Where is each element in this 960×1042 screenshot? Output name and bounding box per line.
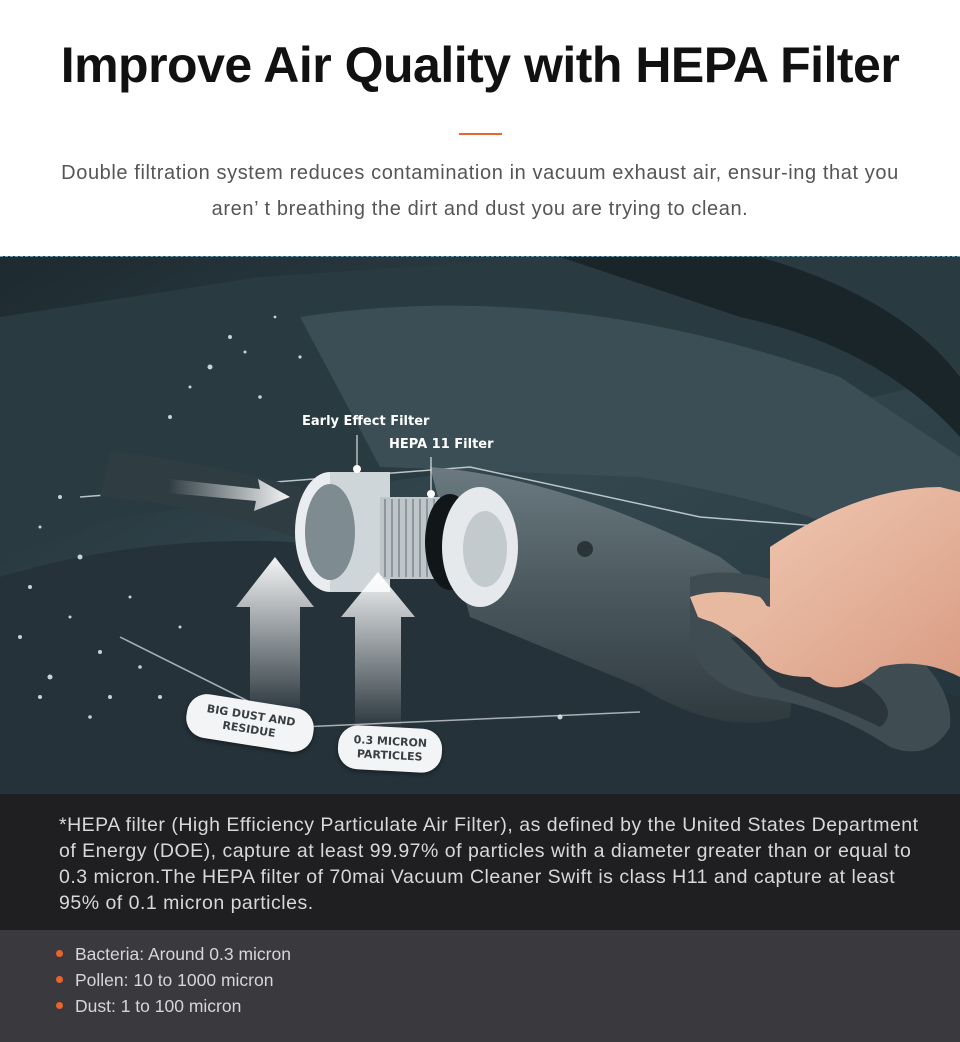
hepa-filter-label: HEPA 11 Filter xyxy=(389,437,494,452)
bullet-icon xyxy=(56,1002,63,1009)
page-subtitle: Double filtration system reduces contamination in vacuum exhaust air, ensur-ing that you aren’ t breathing the dirt and dust you are trying to clean. xyxy=(61,162,899,220)
list-item xyxy=(56,944,291,965)
fact-text: Pollen: 10 to 1000 micron xyxy=(75,970,274,990)
fact-text: Dust: 1 to 100 micron xyxy=(75,996,242,1016)
list-item xyxy=(56,996,241,1017)
hepa-definition-note xyxy=(0,794,960,930)
particle-size-list xyxy=(0,930,960,1042)
note-text: *HEPA filter (High Efficiency Particulate Air Filter), as defined by the United States Department of Energy (DOE), capture at least 99.97% of particles with a diameter greater than or equal to 0.3 micron.The HEPA filter of 70mai Vacuum Cleaner Swift is class H11 and capture at least 95% of 0.1 micron particles. xyxy=(59,814,919,914)
page-title: Improve Air Quality with HEPA Filter xyxy=(60,37,900,93)
vacuum-illustration xyxy=(0,257,960,794)
bullet-icon xyxy=(56,976,63,983)
early-effect-filter-label: Early Effect Filter xyxy=(302,414,430,429)
bullet-icon xyxy=(56,950,63,957)
big-dust-badge: BIG DUST AND RESIDUE xyxy=(183,691,316,754)
header-section xyxy=(0,0,960,256)
fact-text: Bacteria: Around 0.3 micron xyxy=(75,944,291,964)
list-item xyxy=(56,970,273,991)
accent-divider xyxy=(459,133,502,135)
micron-particles-badge: 0.3 MICRON PARTICLES xyxy=(337,724,443,773)
product-photo xyxy=(0,256,960,794)
